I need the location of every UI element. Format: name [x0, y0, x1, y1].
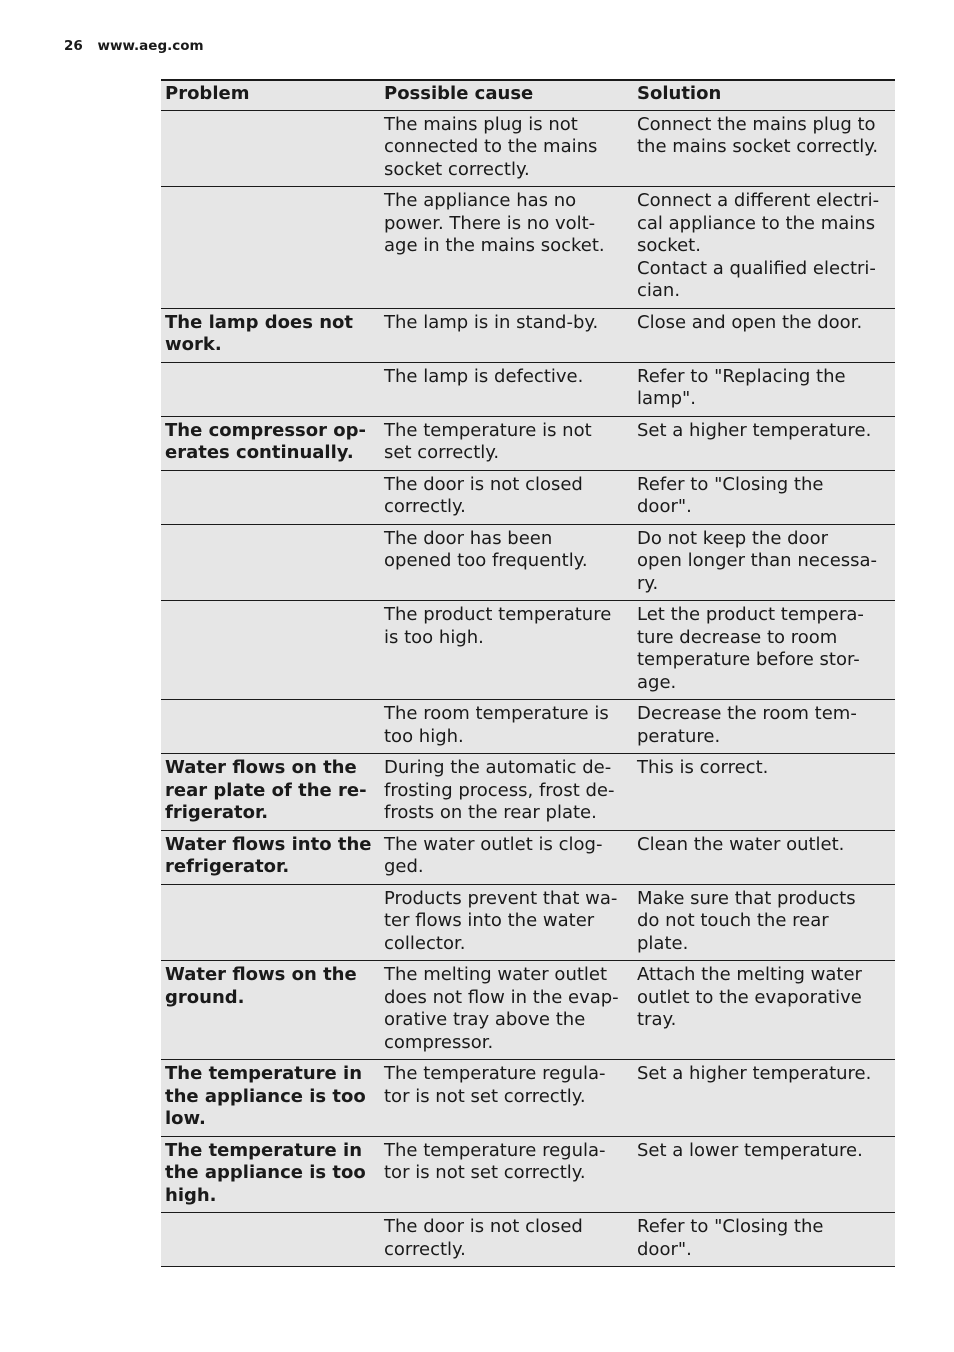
solution-cell: Attach the melting water outlet to the evaporative tray.: [633, 961, 895, 1060]
problem-cell: Water flows into the refrigerator.: [161, 830, 380, 884]
cause-cell: The appliance has no power. There is no volt- age in the mains socket.: [380, 187, 633, 309]
problem-cell: [161, 524, 380, 601]
solution-cell: Set a lower temperature.: [633, 1136, 895, 1213]
cause-cell: The door is not closed correctly.: [380, 1213, 633, 1267]
table-row: [161, 416, 895, 470]
solution-cell: Make sure that products do not touch the rear plate.: [633, 884, 895, 961]
problem-cell: [161, 362, 380, 416]
cause-cell: During the automatic de- frosting process, frost de- frosts on the rear plate.: [380, 754, 633, 831]
cause-cell: Products prevent that wa- ter flows into the water collector.: [380, 884, 633, 961]
troubleshooting-table-container: [161, 79, 895, 1267]
page-number: 26: [64, 38, 83, 54]
problem-cell: [161, 884, 380, 961]
solution-cell: Set a higher temperature.: [633, 416, 895, 470]
cause-cell: The temperature is not set correctly.: [380, 416, 633, 470]
table-row: [161, 187, 895, 309]
troubleshooting-table: [161, 79, 895, 1267]
cause-cell: The door is not closed correctly.: [380, 470, 633, 524]
cause-cell: The mains plug is not connected to the mains socket correctly.: [380, 110, 633, 187]
cause-cell: The lamp is in stand-by.: [380, 308, 633, 362]
problem-cell: Water flows on the ground.: [161, 961, 380, 1060]
cause-cell: The water outlet is clog- ged.: [380, 830, 633, 884]
page-header: [64, 38, 204, 54]
problem-cell: [161, 187, 380, 309]
problem-cell: The compressor op- erates continually.: [161, 416, 380, 470]
cause-cell: The product temperature is too high.: [380, 601, 633, 700]
solution-cell: Close and open the door.: [633, 308, 895, 362]
solution-cell: Connect the mains plug to the mains socket correctly.: [633, 110, 895, 187]
table-row: [161, 308, 895, 362]
problem-cell: [161, 700, 380, 754]
solution-cell: Refer to "Closing the door".: [633, 470, 895, 524]
table-row: [161, 830, 895, 884]
table-row: [161, 754, 895, 831]
table-row: [161, 362, 895, 416]
solution-cell: Refer to "Replacing the lamp".: [633, 362, 895, 416]
problem-cell: The temperature in the appliance is too high.: [161, 1136, 380, 1213]
solution-cell: Set a higher temperature.: [633, 1060, 895, 1137]
table-row: [161, 1213, 895, 1267]
problem-cell: The lamp does not work.: [161, 308, 380, 362]
table-row: [161, 1060, 895, 1137]
table-row: [161, 961, 895, 1060]
table-row: [161, 700, 895, 754]
solution-cell: Connect a different electri- cal appliance to the mains socket. Contact a qualified electri- cian.: [633, 187, 895, 309]
problem-cell: [161, 470, 380, 524]
problem-cell: The temperature in the appliance is too low.: [161, 1060, 380, 1137]
table-row: [161, 1136, 895, 1213]
table-row: [161, 601, 895, 700]
problem-cell: [161, 1213, 380, 1267]
website-link[interactable]: www.aeg.com: [97, 38, 204, 54]
cause-cell: The melting water outlet does not flow in the evap- orative tray above the compressor.: [380, 961, 633, 1060]
column-header-solution: Solution: [633, 80, 895, 110]
table-row: [161, 884, 895, 961]
solution-cell: Decrease the room tem- perature.: [633, 700, 895, 754]
table-row: [161, 470, 895, 524]
solution-cell: Refer to "Closing the door".: [633, 1213, 895, 1267]
solution-cell: Clean the water outlet.: [633, 830, 895, 884]
table-row: [161, 110, 895, 187]
column-header-cause: Possible cause: [380, 80, 633, 110]
table-row: [161, 524, 895, 601]
column-header-problem: Problem: [161, 80, 380, 110]
solution-cell: Do not keep the door open longer than necessa- ry.: [633, 524, 895, 601]
cause-cell: The temperature regula- tor is not set correctly.: [380, 1136, 633, 1213]
cause-cell: The temperature regula- tor is not set correctly.: [380, 1060, 633, 1137]
cause-cell: The door has been opened too frequently.: [380, 524, 633, 601]
solution-cell: This is correct.: [633, 754, 895, 831]
cause-cell: The room temperature is too high.: [380, 700, 633, 754]
table-body: [161, 110, 895, 1267]
table-header-row: [161, 80, 895, 110]
cause-cell: The lamp is defective.: [380, 362, 633, 416]
problem-cell: Water flows on the rear plate of the re- frigerator.: [161, 754, 380, 831]
problem-cell: [161, 601, 380, 700]
solution-cell: Let the product tempera- ture decrease to room temperature before stor- age.: [633, 601, 895, 700]
problem-cell: [161, 110, 380, 187]
